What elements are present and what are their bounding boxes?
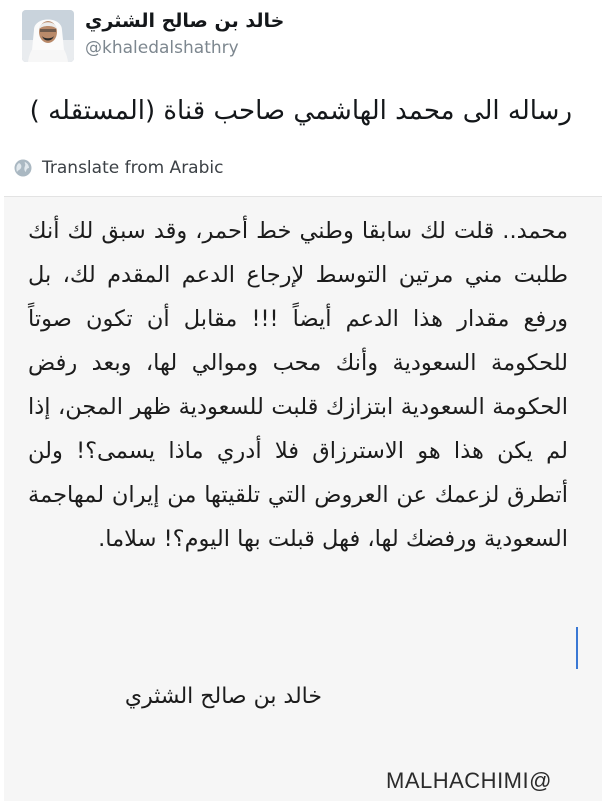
- note-image: [4, 196, 602, 801]
- text-caret: [576, 627, 578, 669]
- note-signature: خالد بن صالح الشثري: [124, 684, 322, 709]
- author-handle[interactable]: @khaledalshathry: [85, 38, 239, 58]
- avatar[interactable]: [22, 10, 74, 62]
- translate-label: Translate from Arabic: [42, 158, 224, 178]
- globe-icon: [14, 159, 32, 177]
- note-body: محمد.. قلت لك سابقا وطني خط أحمر، وقد سبق لك أنك طلبت مني مرتين التوسط لإرجاع الدعم المقدم لك، بل ورفع مقدار هذا الدعم أيضاً !!! مقابل أن تكون صوتاً للحكومة السعودية وأنك محب وموالي لها، وبعد رفض الحكومة السعودية ابتزازك قلبت للسعودية ظهر المجن، إذا لم يكن هذا هو الاسترزاق فلا أدري ماذا يسمى؟! ولن أتطرق لزعمك عن العروض التي تلقيتها من إيران لمهاجمة السعودية ورفضك لها، فهل قبلت بها اليوم؟! سلاما.: [28, 218, 568, 552]
- tweet-header: [0, 0, 606, 80]
- tweet-text: رساله الى محمد الهاشمي صاحب قناة (المستقله ): [29, 96, 572, 126]
- footer-handle: MALHACHIMI@: [386, 768, 552, 793]
- translate-button[interactable]: [14, 156, 223, 180]
- author-name[interactable]: خالد بن صالح الشثري: [85, 10, 285, 32]
- avatar-image: [22, 10, 74, 62]
